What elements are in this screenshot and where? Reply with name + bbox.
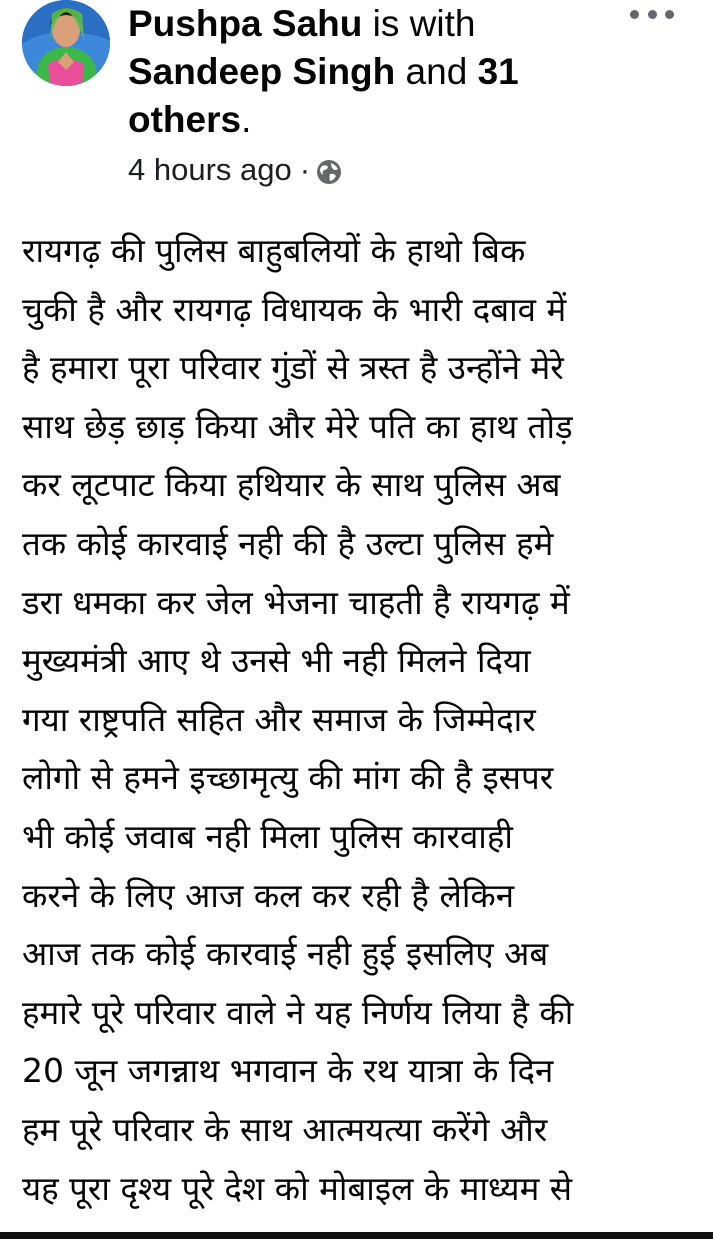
body-line: है हमारा पूरा परिवार गुंडों से त्रस्त है उन्होंने मेरे	[22, 348, 564, 388]
and-text: and	[405, 51, 468, 92]
more-dots-icon	[630, 10, 639, 19]
post-title	[128, 0, 598, 144]
body-line: लोगो से हमने इच्छामृत्यु की मांग की है इसपर	[22, 758, 554, 798]
body-line: हमारे पूरे परिवार वाले ने यह निर्णय लिया है की	[22, 992, 574, 1032]
body-line: चुकी है और रायगढ़ विधायक के भारी दबाव में	[22, 289, 567, 329]
meta-separator: ·	[299, 152, 311, 187]
body-line: करने के लिए आज कल कर रही है लेकिन	[22, 875, 515, 915]
body-line: आज तक कोई कारवाई नही हुई इसलिए अब	[22, 934, 549, 974]
body-line: रायगढ़ की पुलिस बाहुबलियों के हाथो बिक	[22, 231, 526, 270]
tagged-person[interactable]: Sandeep Singh	[128, 51, 396, 92]
post-body	[22, 222, 694, 1218]
body-line: डरा धमका कर जेल भेजना चाहती है रायगढ़ में	[22, 582, 570, 622]
title-period: .	[241, 99, 252, 140]
avatar[interactable]	[22, 0, 110, 86]
more-options-button[interactable]	[630, 4, 674, 24]
body-line: मुख्यमंत्री आए थे उनसे भी नही मिलने दिया	[22, 641, 531, 681]
bottom-edge-bar	[0, 1232, 713, 1239]
body-line: यह पूरा दृश्य पूरे देश को मोबाइल के माध्यम से	[22, 1168, 573, 1208]
post-header	[0, 0, 713, 200]
body-line: साथ छेड़ छाड़ किया और मेरे पति का हाथ तोड़	[22, 406, 573, 446]
body-line: कर लूटपाट किया हथियार के साथ पुलिस अब	[22, 465, 561, 505]
others-text[interactable]: others	[128, 99, 242, 140]
globe-icon[interactable]	[316, 157, 342, 183]
body-line: भी कोई जवाब नही मिला पुलिस कारवाही	[22, 816, 513, 856]
others-count[interactable]: 31	[477, 51, 519, 92]
post-time[interactable]: 4 hours ago	[128, 152, 292, 187]
with-text: is with	[372, 3, 476, 44]
body-line: हम पूरे परिवार के साथ आत्मयत्या करेंगे और	[22, 1109, 548, 1149]
post-meta	[128, 150, 342, 190]
author-name[interactable]: Pushpa Sahu	[128, 3, 363, 44]
body-line: तक कोई कारवाई नही की है उल्टा पुलिस हमे	[22, 523, 554, 563]
body-line: 20 जून जगन्नाथ भगवान के रथ यात्रा के दिन	[22, 1051, 554, 1091]
body-line: गया राष्ट्रपति सहित और समाज के जिम्मेदार	[22, 699, 536, 739]
